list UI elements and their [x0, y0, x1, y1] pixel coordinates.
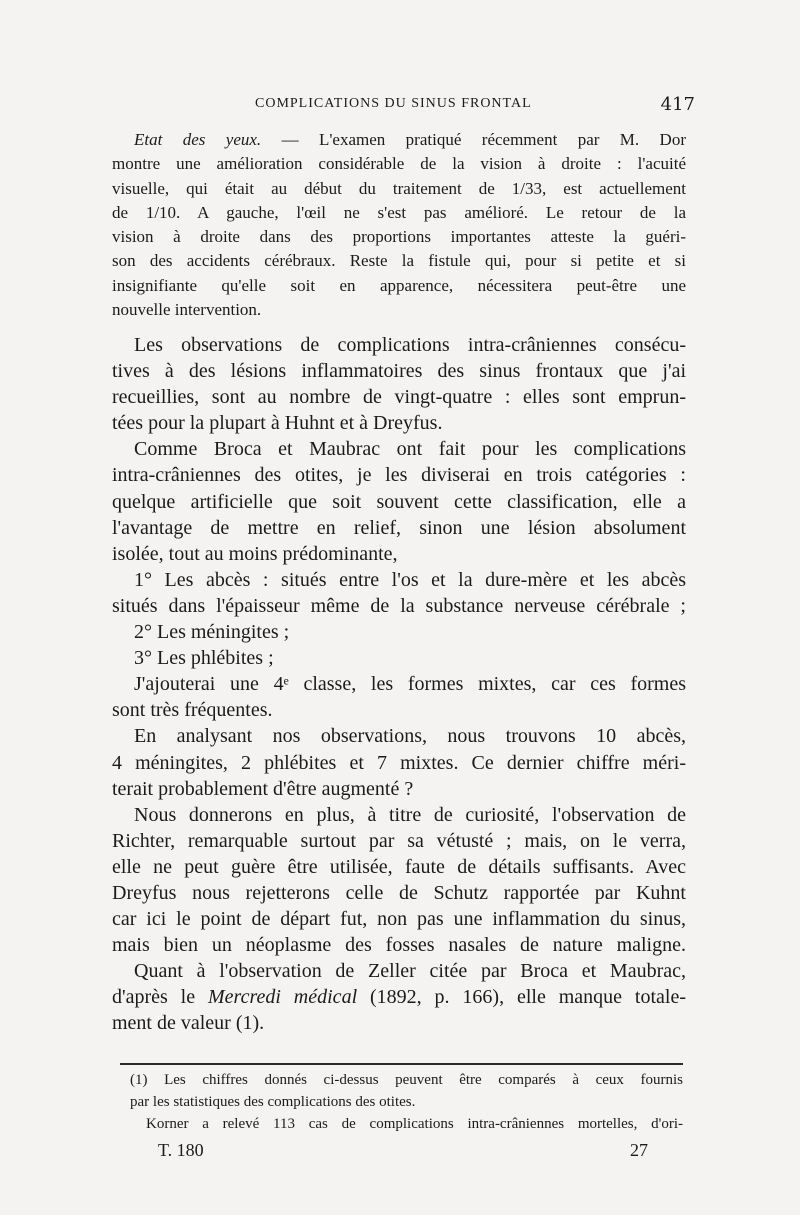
text-line: de 1/10. A gauche, l'œil ne s'est pas amélioré. Le retour de la: [112, 202, 686, 222]
text-line: En analysant nos observations, nous trouvons 10 abcès,: [134, 725, 686, 748]
text-line: d'après le Mercredi médical (1892, p. 166), elle manque totale-: [112, 986, 686, 1009]
text-line: nouvelle intervention.: [112, 300, 262, 320]
printer-signature: T. 180: [158, 1140, 204, 1160]
text-line: 3° Les phlébites ;: [134, 647, 274, 670]
text-line: quelque artificielle que soit souvent cette classification, elle a: [112, 490, 686, 513]
footnote-line: Korner a relevé 113 cas de complications intra-crâniennes mortelles, d'ori-: [146, 1116, 683, 1132]
text-line: isolée, tout au moins prédominante,: [112, 542, 398, 565]
text-line: intra-crâniennes des otites, je les diviserai en trois catégories :: [112, 464, 686, 487]
text-line: vision à droite dans des proportions importantes atteste la guéri-: [112, 227, 686, 247]
text-line: car ici le point de départ fut, non pas une inflammation du sinus,: [112, 908, 686, 931]
text-line: l'avantage de mettre en relief, sinon une lésion absolument: [112, 516, 686, 539]
footnote-line: par les statistiques des complications des otites.: [130, 1094, 416, 1110]
text-line: situés dans l'épaisseur même de la substance nerveuse cérébrale ;: [112, 594, 686, 617]
text-line: terait probablement d'être augmenté ?: [112, 777, 414, 800]
text-line: recueillies, sont au nombre de vingt-quatre : elles sont emprun-: [112, 386, 686, 409]
text-line: insignifiante qu'elle soit en apparence, nécessitera peut-être une: [112, 275, 686, 295]
text-line: Quant à l'observation de Zeller citée par Broca et Maubrac,: [134, 960, 686, 983]
footnote: [130, 1069, 683, 1135]
text-line: son des accidents cérébraux. Reste la fistule qui, pour si petite et si: [112, 251, 686, 271]
text-line: 2° Les méningites ;: [134, 621, 290, 644]
text-line: Nous donnerons en plus, à titre de curiosité, l'observation de: [134, 803, 686, 826]
text-line: J'ajouterai une 4ᵉ classe, les formes mixtes, car ces formes: [134, 673, 686, 696]
text-line: mais bien un néoplasme des fosses nasales de nature maligne.: [112, 934, 686, 957]
text-line: ment de valeur (1).: [112, 1012, 265, 1035]
text-line: Dreyfus nous rejetterons celle de Schutz rapportée par Kuhnt: [112, 881, 686, 904]
text-line: tives à des lésions inflammatoires des sinus frontaux que j'ai: [112, 360, 686, 383]
text-line: Richter, remarquable surtout par sa vétusté ; mais, on le verra,: [112, 829, 686, 852]
footnote-line: (1) Les chiffres donnés ci-dessus peuvent être comparés à ceux fournis: [130, 1072, 683, 1088]
text-line: 1° Les abcès : situés entre l'os et la dure-mère et les abcès: [134, 568, 686, 591]
intro-paragraph: [112, 128, 686, 322]
main-text: [112, 332, 686, 1037]
page-number: 417: [660, 94, 695, 115]
sheet-number: 27: [630, 1140, 648, 1160]
text-line: tées pour la plupart à Huhnt et à Dreyfus.: [112, 412, 443, 435]
running-head: [110, 94, 695, 120]
text-line: montre une amélioration considérable de la vision à droite : l'acuité: [112, 154, 686, 174]
text-line: Etat des yeux. — L'examen pratiqué récemment par M. Dor: [134, 130, 686, 149]
running-title: COMPLICATIONS DU SINUS FRONTAL: [255, 96, 532, 111]
text-line: visuelle, qui était au début du traitement de 1/33, est actuellement: [112, 178, 686, 198]
text-line: 4 méningites, 2 phlébites et 7 mixtes. Ce dernier chiffre méri-: [112, 751, 686, 774]
text-line: Comme Broca et Maubrac ont fait pour les complications: [134, 438, 686, 461]
footnote-rule: [120, 1063, 683, 1065]
text-line: sont très fréquentes.: [112, 699, 273, 722]
text-line: Les observations de complications intra-crâniennes consécu-: [134, 334, 686, 356]
text-line: elle ne peut guère être utilisée, faute de détails suffisants. Avec: [112, 855, 686, 878]
